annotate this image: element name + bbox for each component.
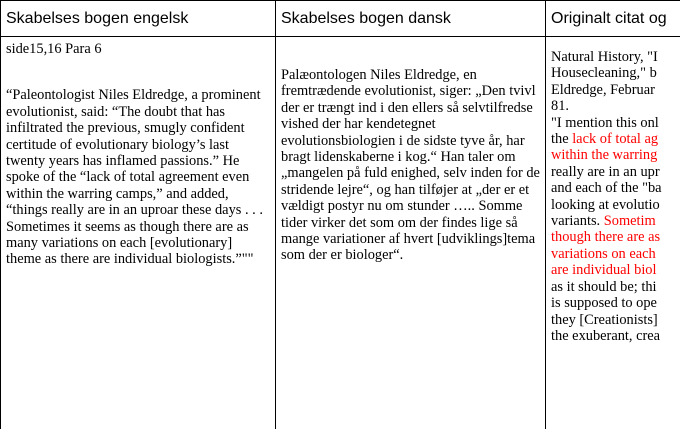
source-line: Natural History, "I <box>551 49 658 65</box>
cell-danish <box>276 37 546 429</box>
source-line: 81. <box>551 98 569 115</box>
quote-line: is supposed to ope <box>551 295 657 312</box>
source-line: Eldredge, Februar <box>551 81 655 98</box>
quote-segment: the <box>551 131 573 148</box>
header-danish: Skabelses bogen dansk <box>276 1 546 37</box>
header-row <box>1 1 680 37</box>
content-row <box>1 37 680 429</box>
page-reference: side15,16 Para 6 <box>6 41 102 57</box>
quote-line-highlight: within the warring <box>551 147 658 164</box>
header-original: Originalt citat og <box>546 1 680 37</box>
quote-line: looking at evolutio <box>551 196 660 213</box>
english-quote: “Paleontologist Niles Eldredge, a prominent evolutionist, said: “The doubt that has infiltrated the previous, smugly confident certitude of evolutionary biology’s last twenty years has inflamed passions.” He spoke of the “lack of total agreement even within the warring camps,” and added, “things really are in an uproar these days . . . Sometimes it seems as though there are as many variations on each [evolutionary] theme as there are individual biologists.”"" <box>6 87 263 268</box>
quote-line <box>551 131 680 147</box>
danish-quote: Palæontologen Niles Eldredge, en fremtrædende evolutionist, siger: „Den tvivl der er trængt ind i den ellers så selvtilfredse vished der har kendetegnet evolutionsbiologien i de sidste tyve år, har bragt lidenskaberne i kog.“ Han taler om „mangelen på fuld enighed, selv inden for de stridende lejre“, og han tilføjer at „der er et vældigt postyr nu om stunder ….. Somme tider virker det som om der findes lige så mange variationer af hvert [udviklings]tema som der er biologer“. <box>281 67 540 264</box>
quote-segment-highlight: Sometim <box>603 213 656 230</box>
original-quote <box>551 115 680 345</box>
cell-english <box>1 37 276 429</box>
quote-line <box>551 115 680 131</box>
quote-segment-highlight: lack of total ag <box>572 131 659 148</box>
quote-line: they [Creationists] <box>551 311 658 328</box>
header-english: Skabelses bogen engelsk <box>1 1 276 37</box>
source-line: Housecleaning," b <box>551 65 657 82</box>
quote-line-highlight: though there are as <box>551 229 661 246</box>
cell-original <box>546 37 680 429</box>
quote-line: the exuberant, crea <box>551 327 661 344</box>
quote-line: and each of the "ba <box>551 180 662 197</box>
quote-line-highlight: variations on each <box>551 245 656 262</box>
quote-segment: "I mention this onl <box>551 114 659 131</box>
quote-line <box>551 213 680 229</box>
quote-line: as it should be; thi <box>551 278 657 295</box>
quote-segment: variants. <box>551 213 604 230</box>
quote-line: really are in an upr <box>551 163 660 180</box>
source-citation <box>551 49 680 115</box>
quote-line-highlight: are individual biol <box>551 262 657 279</box>
